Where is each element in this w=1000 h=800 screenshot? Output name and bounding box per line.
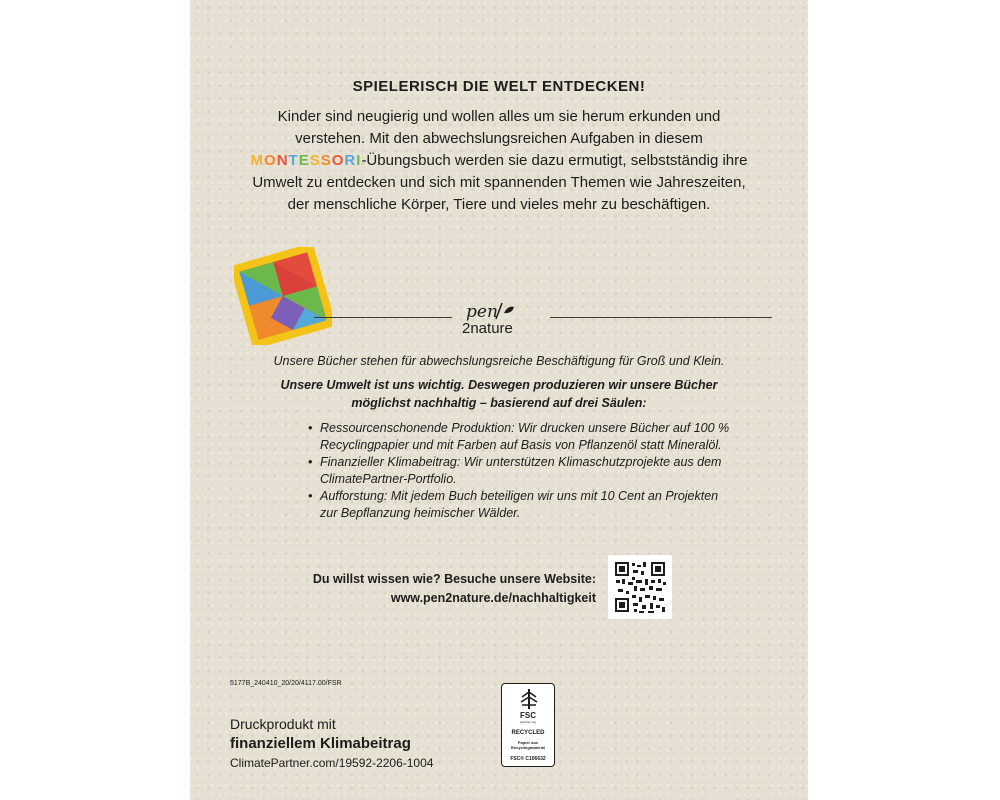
fsc-recycled-label: RECYCLED xyxy=(511,730,545,736)
montessori-letter: M xyxy=(250,152,265,169)
intro-part-1: Kinder sind neugierig und wollen alles um sie herum erkunden und verstehen. Mit den abwechslungsreichen Aufgaben in diesem xyxy=(277,108,721,147)
website-callout xyxy=(300,570,596,608)
climate-partner-line-1: Druckprodukt mit xyxy=(230,716,336,732)
website-question: Du willst wissen wie? Besuche unsere Website: xyxy=(312,572,596,586)
montessori-letter: O xyxy=(331,152,345,169)
list-item xyxy=(298,454,738,488)
montessori-word xyxy=(251,152,362,169)
pen2nature-logo xyxy=(458,295,546,339)
divider-left xyxy=(314,317,452,318)
montessori-letter: S xyxy=(309,152,321,169)
intro-text xyxy=(250,106,748,216)
sustainability-list xyxy=(298,420,738,522)
commitment-text: Unsere Umwelt ist uns wichtig. Deswegen produzieren wir unsere Bücher möglichst nachhaltig – basierend auf drei Säulen: xyxy=(280,378,718,410)
fsc-label xyxy=(501,683,555,767)
heading: SPIELERISCH DIE WELT ENTDECKEN! xyxy=(352,78,646,95)
climate-partner-line-2: finanziellem Klimabeitrag xyxy=(230,735,411,752)
list-item-text: Ressourcenschonende Produktion: Wir drucken unsere Bücher auf 100 % Recyclingpapier und mit Farben auf Basis von Pflanzenöl statt Mineralöl. xyxy=(320,421,730,452)
bullet-marker: • xyxy=(308,455,313,469)
fsc-code: FSC® C106632 xyxy=(510,756,546,762)
leaf-icon xyxy=(504,307,514,314)
logo-top-text: pen xyxy=(466,302,498,322)
montessori-letter: N xyxy=(276,152,289,169)
montessori-letter: S xyxy=(320,152,332,169)
fsc-name: FSC xyxy=(520,711,536,720)
fsc-site: www.fsc.org xyxy=(519,720,537,724)
qr-code-icon[interactable] xyxy=(608,555,672,619)
tagline: Unsere Bücher stehen für abwechslungsreiche Beschäftigung für Groß und Klein. xyxy=(273,354,725,368)
product-code: 5177B_240410_20/20/4117.00/FSR xyxy=(230,680,342,687)
website-link[interactable]: www.pen2nature.de/nachhaltigkeit xyxy=(390,591,596,605)
climate-partner-id: ClimatePartner.com/19592-2206-1004 xyxy=(230,756,434,770)
book-back-cover xyxy=(190,0,808,800)
list-item-text: Aufforstung: Mit jedem Buch beteiligen wir uns mit 10 Cent an Projekten zur Bepflanzung heimischer Wälder. xyxy=(320,489,719,520)
bullet-marker: • xyxy=(308,421,313,435)
list-item xyxy=(298,488,738,522)
fsc-tree-icon xyxy=(519,688,539,710)
montessori-letter: R xyxy=(344,152,357,169)
logo-bottom-text: 2nature xyxy=(462,320,513,337)
list-item-text: Finanzieller Klimabeitrag: Wir unterstützen Klimaschutzprojekte aus dem ClimatePartner-Portfolio. xyxy=(320,455,722,486)
montessori-letter: E xyxy=(298,152,310,169)
tangram-icon xyxy=(234,247,332,345)
intro-part-2: -Übungsbuch werden sie dazu ermutigt, selbstständig ihre Umwelt zu entdecken und sich mit spannenden Themen wie Jahreszeiten, der menschliche Körper, Tiere und vieles mehr zu beschäftigen. xyxy=(252,152,748,213)
montessori-letter: T xyxy=(288,152,299,169)
montessori-letter: O xyxy=(264,152,277,169)
bullet-marker: • xyxy=(308,489,313,503)
divider-right xyxy=(550,317,772,318)
fsc-material: Papier aus Recyclingmaterial xyxy=(510,740,546,750)
montessori-letter: I xyxy=(356,152,362,169)
list-item xyxy=(298,420,738,454)
